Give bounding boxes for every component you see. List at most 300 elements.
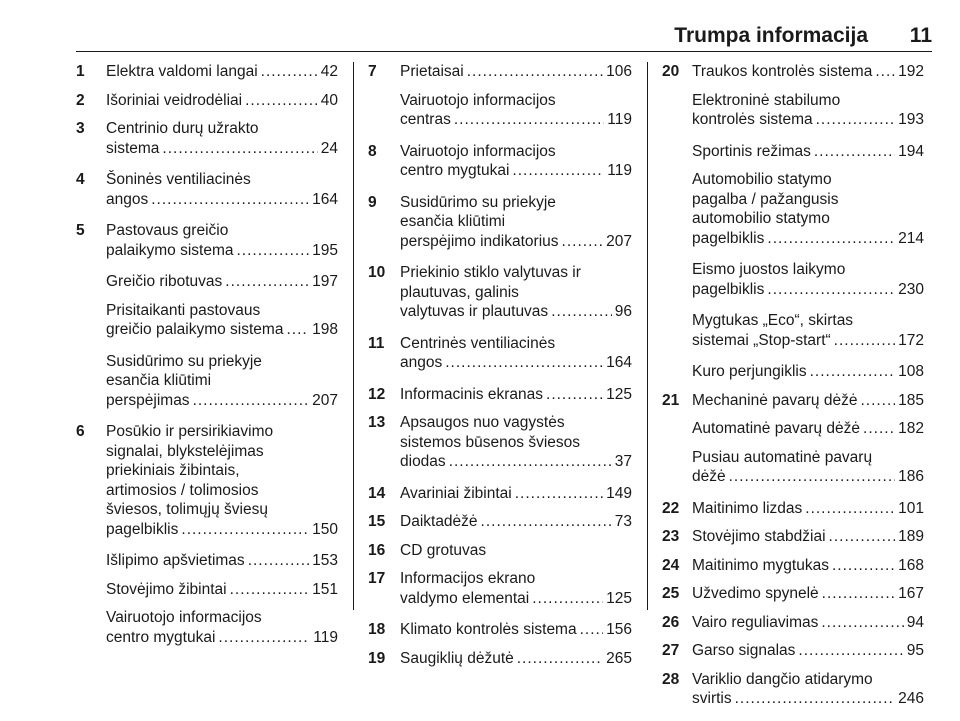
entry-line [400,302,632,322]
entry-line-text: Pusiau automatinė pavarų [692,448,873,466]
leader-dots [151,190,309,210]
entry-number: 15 [368,513,386,530]
entry-number: 3 [76,120,85,137]
leader-dots [261,62,318,82]
entry-line-text: Mechaninė pavarų dėžė [692,391,858,409]
entry-line-text: Priekinio stiklo valytuvas ir [400,264,581,281]
entry-page-number: 182 [898,420,924,437]
entry-line-text: Centrinio durų užrakto [106,120,259,137]
entry-line [400,620,632,640]
toc-entry[interactable] [76,301,338,340]
entry-line [692,689,924,709]
entry-text [662,62,924,82]
entry-line [692,467,924,487]
leader-dots [225,272,309,292]
toc-column-3 [662,62,924,721]
entry-number: 28 [662,670,680,688]
entry-line-text: angos [400,354,443,371]
entry-page-number: 119 [607,162,632,179]
entry-text [662,142,924,162]
entry-line [692,190,924,210]
toc-entry[interactable] [662,584,924,604]
entry-line [106,551,338,571]
entry-line [400,110,632,130]
entry-line [106,241,338,261]
leader-dots [181,520,309,540]
leader-dots [805,499,895,519]
leader-dots [454,110,604,130]
entry-line-text: Pastovaus greičio [106,222,229,239]
leader-dots [829,527,896,547]
entry-page-number: 101 [898,499,924,517]
entry-line [400,649,632,669]
entry-text [76,608,338,647]
toc-entry[interactable] [662,260,924,299]
entry-page-number: 125 [606,385,632,403]
entry-text [76,580,338,600]
toc-entry[interactable] [368,484,632,504]
entry-text [662,641,924,661]
entry-text [368,91,632,130]
entry-page-number: 73 [614,513,632,530]
toc-entry[interactable] [368,620,632,640]
entry-line-text: Išoriniai veidrodėliai [106,91,243,109]
entry-line-text: svirtis [692,690,732,707]
toc-entry[interactable] [368,385,632,405]
column-divider [647,62,648,610]
entry-line-text: Avariniai žibintai [400,484,512,502]
entry-line-text: angos [106,190,149,208]
entry-text [662,499,924,519]
toc-entry[interactable] [662,448,924,487]
entry-line-text: Stovėjimo žibintai [106,580,227,598]
entry-page-number: 106 [606,63,632,80]
leader-dots [767,280,895,300]
entry-number: 23 [662,528,680,545]
entry-text [368,263,632,322]
entry-page-number: 168 [898,556,924,574]
entry-line-text: Variklio dangčio atidarymo [692,670,873,688]
entry-line-text: Elektra valdomi langai [106,63,258,80]
entry-line-text: Daiktadėžė [400,513,478,530]
entry-number: 6 [76,423,85,440]
entry-number: 24 [662,556,680,574]
leader-dots [832,556,895,576]
leader-dots [512,161,604,181]
entry-line [692,499,924,519]
entry-page-number: 172 [898,331,924,349]
leader-dots [735,689,896,709]
entry-page-number: 195 [312,241,338,259]
entry-line-text: valdymo elementai [400,589,530,607]
leader-dots [532,589,603,609]
entry-page-number: 153 [312,552,338,569]
entry-number: 12 [368,385,386,403]
toc-entry[interactable] [76,170,338,209]
leader-dots [814,142,895,162]
entry-text [76,272,338,292]
entry-line-text: Traukos kontrolės sistema [692,63,873,80]
entry-line [400,452,632,472]
entry-line [692,613,924,633]
entry-page-number: 192 [898,63,924,80]
entry-line [106,119,338,139]
toc-entry[interactable] [662,62,924,82]
entry-page-number: 246 [898,690,924,707]
entry-line [692,331,924,351]
entry-line-text: palaikymo sistema [106,241,234,259]
entry-line-text: kontrolės sistema [692,111,813,128]
toc-entry[interactable] [368,263,632,322]
entry-line-text: Posūkio ir persirikiavimo [106,423,274,440]
toc-entry[interactable] [368,142,632,181]
leader-dots [580,620,604,640]
entry-line-text: esančia kliūtimi [106,372,212,389]
toc-entry[interactable] [76,119,338,158]
leader-dots [481,512,612,532]
entry-page-number: 96 [614,303,632,320]
entry-page-number: 193 [898,111,924,128]
leader-dots [445,353,603,373]
entry-page-number: 149 [606,484,632,502]
entry-line-text: centro mygtukai [400,162,510,179]
entry-text [368,193,632,252]
entry-line [692,170,924,190]
entry-line-text: Sportinis režimas [692,142,811,160]
entry-line [106,391,338,411]
entry-line-text: Mygtukas „Eco“, skirtas [692,312,854,329]
entry-line [106,221,338,241]
entry-line-text: Automatinė pavarų dėžė [692,420,861,437]
entry-line-text: Elektroninė stabilumo [692,91,841,109]
entry-line-text: pagelbiklis [692,229,765,247]
entry-number: 19 [368,649,386,667]
entry-line [400,91,632,111]
entry-number: 10 [368,264,386,281]
entry-line-text: Informacinis ekranas [400,385,544,403]
entry-text [76,422,338,539]
entry-line [400,212,632,232]
entry-page-number: 37 [614,453,632,470]
entry-line-text: pagalba / pažangusis [692,190,839,208]
entry-line-text: Saugiklių dėžutė [400,649,514,667]
entry-number: 7 [368,63,377,80]
entry-text [662,527,924,547]
toc-entry[interactable] [368,413,632,472]
entry-page-number: 214 [898,229,924,247]
toc-entry[interactable] [76,62,338,82]
toc-entry[interactable] [368,334,632,373]
toc-entry[interactable] [76,551,338,571]
entry-line-text: Maitinimo lizdas [692,499,803,517]
entry-text [76,551,338,571]
section-title: Trumpa informacija [674,24,868,47]
toc-entry[interactable] [368,569,632,608]
entry-line-text: perspėjimo indikatorius [400,232,559,250]
entry-page-number: 185 [898,391,924,409]
entry-text [662,362,924,382]
toc-entry[interactable] [368,512,632,532]
leader-dots [517,649,603,669]
toc-entry[interactable] [76,422,338,539]
entry-line-text: automobilio statymo [692,210,830,227]
entry-page-number: 198 [312,321,338,338]
entry-page-number: 164 [606,354,632,371]
entry-line-text: Apsaugos nuo vagystės [400,414,565,431]
leader-dots [816,110,896,130]
entry-line-text: Centrinės ventiliacinės [400,334,556,352]
entry-line-text: pagelbiklis [106,520,179,538]
entry-text [368,620,632,640]
entry-page-number: 40 [320,91,338,109]
entry-line-text: Šoninės ventiliacinės [106,171,251,188]
entry-page-number: 94 [906,613,924,631]
entry-line [106,580,338,600]
toc-entry[interactable] [662,670,924,709]
entry-text [368,649,632,669]
entry-number: 4 [76,171,85,188]
entry-page-number: 167 [898,585,924,602]
entry-number: 26 [662,613,680,631]
entry-text [368,541,632,561]
leader-dots [821,613,903,633]
entry-number: 27 [662,642,680,659]
leader-dots [449,452,612,472]
entry-line [400,433,632,453]
header-rule [76,51,932,52]
entry-line [400,353,632,373]
entry-text [76,62,338,82]
entry-line [106,320,338,340]
leader-dots [834,331,895,351]
entry-line [400,232,632,252]
entry-text [368,385,632,405]
entry-number: 8 [368,142,377,160]
entry-line [692,391,924,411]
entry-line [692,584,924,604]
entry-line [106,62,338,82]
entry-line [106,301,338,321]
leader-dots [193,391,310,411]
entry-line [692,670,924,690]
entry-text [662,311,924,350]
entry-line [106,352,338,372]
entry-page-number: 230 [898,280,924,298]
entry-text [662,670,924,709]
toc-entry[interactable] [662,613,924,633]
leader-dots [875,62,895,82]
entry-text [368,569,632,608]
leader-dots [767,229,895,249]
entry-line [400,484,632,504]
leader-dots [860,391,895,411]
entry-line [692,209,924,229]
toc-entry[interactable] [368,649,632,669]
toc-entry[interactable] [662,362,924,382]
entry-text [662,391,924,411]
entry-line [692,260,924,280]
entry-page-number: 189 [898,528,924,545]
entry-line [692,229,924,249]
entry-page-number: 108 [898,363,924,380]
entry-page-number: 156 [606,621,632,638]
entry-text [662,91,924,130]
toc-entry[interactable] [662,170,924,248]
entry-line-text: šviesos, tolimųjų šviesų [106,501,268,518]
entry-number: 21 [662,391,680,409]
entry-line [692,91,924,111]
toc-entry[interactable] [662,142,924,162]
entry-line [400,541,632,561]
entry-line [106,91,338,111]
entry-line [106,442,338,462]
toc-entry[interactable] [368,62,632,82]
entry-line [400,334,632,354]
entry-line [106,461,338,481]
entry-number: 2 [76,91,85,109]
entry-number: 5 [76,222,85,239]
entry-line-text: Užvedimo spynelė [692,585,819,602]
entry-text [368,334,632,373]
entry-page-number: 207 [606,232,632,250]
entry-line-text: CD grotuvas [400,541,487,559]
entry-page-number: 151 [312,580,338,598]
toc-column-1 [76,62,338,659]
entry-line [400,512,632,532]
toc-entry[interactable] [76,608,338,647]
toc-entry[interactable] [662,641,924,661]
entry-line [106,190,338,210]
entry-line-text: Vairuotojo informacijos [106,609,262,626]
leader-dots [467,62,603,82]
entry-line-text: Prisitaikanti pastovaus [106,301,261,319]
entry-line-text: Greičio ribotuvas [106,273,223,290]
entry-page-number: 164 [312,190,338,208]
entry-line [400,161,632,181]
entry-line-text: Susidūrimo su priekyje [106,352,262,370]
toc-entry[interactable] [662,527,924,547]
entry-number: 22 [662,499,680,517]
entry-text [662,584,924,604]
entry-page-number: 186 [898,468,924,485]
leader-dots [230,580,310,600]
entry-line-text: valytuvas ir plautuvas [400,303,549,320]
entry-text [368,484,632,504]
leader-dots [810,362,896,382]
entry-line-text: diodas [400,453,446,470]
entry-line [106,170,338,190]
entry-line-text: sistema [106,139,160,157]
entry-line-text: greičio palaikymo sistema [106,321,284,338]
toc-entry[interactable] [662,311,924,350]
entry-text [662,260,924,299]
toc-column-2 [368,62,632,677]
toc-entry[interactable] [368,193,632,252]
entry-line-text: pagelbiklis [692,280,765,298]
entry-line [692,311,924,331]
entry-text [76,301,338,340]
leader-dots [551,302,612,322]
entry-line-text: artimosios / tolimosios [106,481,259,499]
toc-entry[interactable] [662,499,924,519]
entry-line-text: signalai, blykstelėjimas [106,442,264,460]
entry-number: 14 [368,484,386,502]
entry-line [692,362,924,382]
entry-line [400,413,632,433]
entry-page-number: 150 [312,520,338,538]
toc-entry[interactable] [368,541,632,561]
entry-text [76,91,338,111]
toc-entry[interactable] [76,352,338,411]
toc-entry[interactable] [76,91,338,111]
toc-entry[interactable] [662,391,924,411]
entry-text [76,221,338,260]
entry-line [400,142,632,162]
entry-line [400,62,632,82]
entry-number: 25 [662,585,680,602]
entry-number: 1 [76,63,85,80]
leader-dots [245,91,318,111]
entry-line [692,142,924,162]
entry-line [692,448,924,468]
entry-text [76,170,338,209]
entry-line [692,62,924,82]
leader-dots [218,628,310,648]
entry-line-text: sistemai „Stop-start“ [692,331,831,349]
toc-entry[interactable] [662,556,924,576]
entry-text [76,119,338,158]
entry-line [106,608,338,628]
entry-page-number: 119 [313,628,338,646]
toc-entry[interactable] [662,91,924,130]
entry-line-text: Prietaisai [400,63,464,80]
entry-line-text: Vairuotojo informacijos [400,91,556,109]
entry-text [368,142,632,181]
entry-page-number: 265 [606,649,632,667]
leader-dots [546,385,603,405]
entry-number: 17 [368,570,386,587]
entry-line-text: centras [400,111,451,128]
entry-line-text: Vairuotojo informacijos [400,142,556,160]
toc-entry[interactable] [662,419,924,439]
entry-line-text: Kuro perjungiklis [692,363,807,380]
entry-line-text: Eismo juostos laikymo [692,261,846,278]
entry-line [106,481,338,501]
leader-dots [822,584,895,604]
entry-line-text: Informacijos ekrano [400,570,536,587]
toc-entry[interactable] [76,221,338,260]
leader-dots [286,320,309,340]
toc-entry[interactable] [76,580,338,600]
entry-text [368,413,632,472]
entry-line-text: Maitinimo mygtukas [692,556,829,574]
entry-page-number: 125 [606,589,632,607]
entry-page-number: 194 [898,142,924,160]
entry-number: 13 [368,414,386,431]
toc-entry[interactable] [76,272,338,292]
entry-text [662,419,924,439]
entry-page-number: 207 [312,391,338,409]
entry-line [400,589,632,609]
entry-number: 18 [368,621,386,638]
toc-entry[interactable] [368,91,632,130]
entry-line [400,193,632,213]
entry-text [662,556,924,576]
entry-page-number: 42 [320,63,338,80]
entry-line [692,419,924,439]
entry-text [368,62,632,82]
leader-dots [237,241,310,261]
